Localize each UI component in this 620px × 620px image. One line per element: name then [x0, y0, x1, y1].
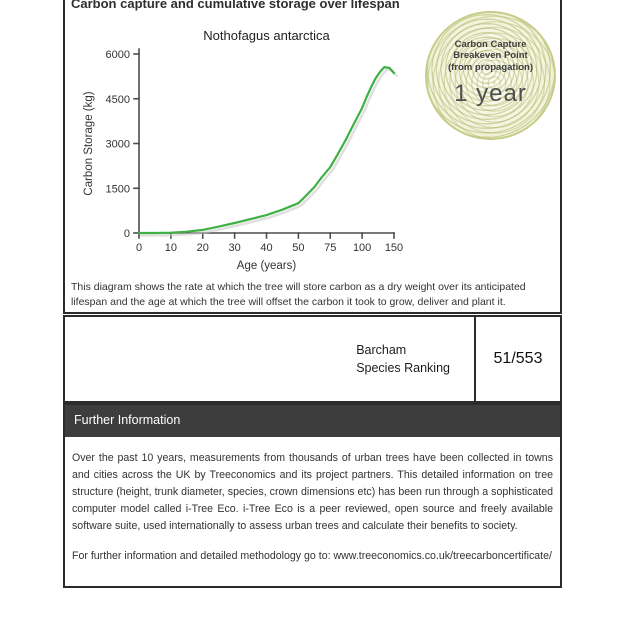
svg-text:75: 75: [324, 242, 337, 254]
svg-text:3000: 3000: [105, 138, 130, 151]
further-information-body: [65, 437, 560, 562]
svg-text:0: 0: [123, 228, 130, 240]
ranking-label-cell: [65, 317, 474, 401]
ranking-value: 51/553: [493, 350, 543, 367]
badge-line-2: Breakeven Point: [453, 50, 528, 62]
ranking-label-line2: Species Ranking: [356, 361, 450, 375]
link-prefix-text: For further information and detailed methodology go to:: [72, 550, 334, 562]
breakeven-badge: [425, 11, 556, 140]
breakeven-badge-text: [448, 39, 533, 109]
svg-text:6000: 6000: [105, 49, 130, 61]
species-ranking-section: [63, 315, 562, 403]
svg-text:4500: 4500: [105, 93, 130, 106]
svg-text:30: 30: [228, 242, 241, 254]
carbon-storage-chart: [72, 23, 412, 275]
svg-text:20: 20: [196, 242, 209, 254]
svg-text:Nothofagus antarctica: Nothofagus antarctica: [203, 28, 330, 43]
svg-text:1500: 1500: [105, 183, 130, 196]
treeconomics-link[interactable]: www.treeconomics.co.uk/treecarboncertificate/: [333, 550, 552, 562]
methodology-paragraph: Over the past 10 years, measurements from thousands of urban trees have been collected in towns and cities across the UK by Treeconomics and its project partners. This detailed information on tree structure (height, trunk diameter, species, crown dimensions etc) has been run through a sophisticated computer model called i-Tree Eco. i-Tree Eco is a peer reviewed, open source and freely available software suite, used internationally to assess urban trees and calculate their benefits to society.: [72, 452, 553, 532]
svg-text:Carbon Storage (kg): Carbon Storage (kg): [83, 91, 95, 196]
badge-line-1: Carbon Capture: [454, 38, 527, 50]
diagram-description: This diagram shows the rate at which the tree will store carbon as a dry weight over its anticipated lifespan and the age at which the tree will offset the carbon it took to grow, deliver and plant it.: [71, 281, 526, 308]
svg-text:150: 150: [384, 242, 404, 254]
methodology-link-line: [72, 550, 553, 562]
svg-text:Age (years): Age (years): [236, 260, 297, 272]
svg-text:100: 100: [352, 242, 372, 254]
svg-text:10: 10: [164, 242, 177, 254]
further-information-section: [63, 403, 562, 588]
svg-text:50: 50: [292, 242, 305, 254]
ranking-label: [356, 341, 450, 377]
badge-line-3: (from propagation): [448, 61, 533, 73]
svg-text:40: 40: [260, 242, 273, 254]
svg-text:0: 0: [135, 242, 143, 254]
section-title: Carbon capture and cumulative storage over lifespan: [71, 0, 400, 11]
ranking-label-line1: Barcham: [356, 343, 407, 357]
carbon-capture-section: [63, 0, 562, 314]
badge-value: 1 year: [454, 80, 527, 108]
further-information-header: Further Information: [65, 405, 560, 437]
ranking-value-cell: [474, 317, 560, 401]
